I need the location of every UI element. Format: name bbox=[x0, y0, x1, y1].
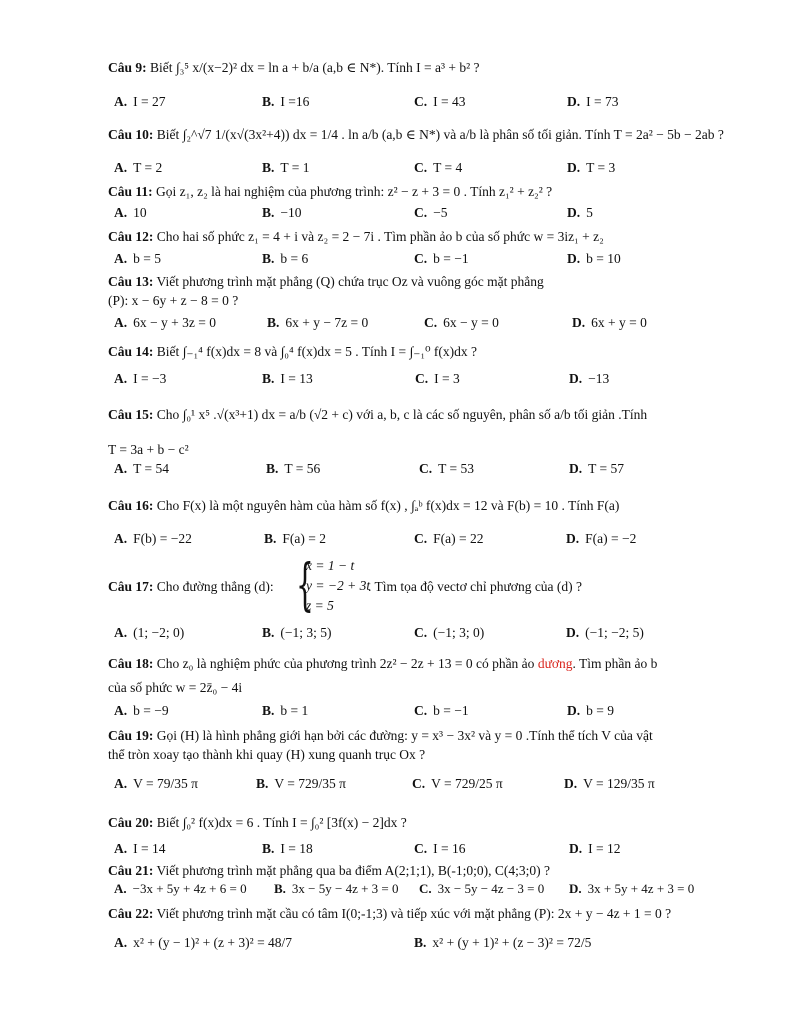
question-20 bbox=[108, 813, 714, 832]
option-b: I =16 bbox=[280, 94, 310, 109]
option-letter: D. bbox=[572, 315, 586, 330]
question-label: Câu 16: bbox=[108, 498, 154, 513]
question-18 bbox=[108, 654, 714, 673]
option-c: I = 43 bbox=[433, 94, 466, 109]
option-b: −10 bbox=[280, 205, 302, 220]
option-letter: B. bbox=[262, 625, 275, 640]
option-c: b = −1 bbox=[433, 251, 469, 266]
option-letter: D. bbox=[569, 841, 583, 856]
option-c: I = 3 bbox=[434, 371, 460, 386]
question-17-text-post: . Tìm tọa độ vectơ chỉ phương của (d) ? bbox=[368, 579, 583, 594]
option-letter: B. bbox=[262, 94, 275, 109]
option-letter: C. bbox=[412, 776, 426, 791]
question-text: Viết phương trình mặt phẳng qua ba điểm A(2;1;1), B(-1;0;0), C(4;3;0) ? bbox=[156, 863, 550, 878]
option-letter: D. bbox=[567, 251, 581, 266]
option-a: x² + (y − 1)² + (z + 3)² = 48/7 bbox=[133, 935, 293, 950]
question-label: Câu 21: bbox=[108, 863, 154, 878]
question-text: Biết ∫₂^√7 1/(x√(3x²+4)) dx = 1/4 . ln a/b (a,b ∈ N*) và a/b là phân số tối giản. Tính T = 2a² − 5b − 2ab ? bbox=[156, 127, 724, 142]
question-label: Câu 19: bbox=[108, 728, 154, 743]
option-letter: B. bbox=[262, 703, 275, 718]
option-c: V = 729/25 π bbox=[431, 776, 503, 791]
question-text: Viết phương trình mặt phẳng (Q) chứa trục Oz và vuông góc mặt phẳng bbox=[156, 274, 544, 289]
system-brace: { bbox=[296, 553, 314, 618]
option-d: I = 12 bbox=[588, 841, 621, 856]
option-letter: A. bbox=[114, 881, 127, 896]
option-letter: C. bbox=[415, 371, 429, 386]
option-a: I = 14 bbox=[133, 841, 166, 856]
option-letter: B. bbox=[262, 205, 275, 220]
equation-x: x = 1 − t bbox=[306, 558, 355, 573]
question-10 bbox=[108, 125, 724, 144]
question-label: Câu 11: bbox=[108, 184, 153, 199]
options-22 bbox=[114, 935, 714, 955]
option-a: T = 2 bbox=[133, 160, 163, 175]
option-letter: B. bbox=[414, 935, 427, 950]
option-a: −3x + 5y + 4z + 6 = 0 bbox=[132, 881, 247, 896]
option-d: 3x + 5y + 4z + 3 = 0 bbox=[587, 881, 695, 896]
option-letter: A. bbox=[114, 251, 128, 266]
option-a: 10 bbox=[133, 205, 147, 220]
options-14 bbox=[114, 371, 714, 391]
question-text: Cho hai số phức z₁ = 4 + i và z₂ = 2 − 7i . Tìm phần ảo b của số phức w = 3iz₁ + z₂ bbox=[156, 229, 604, 244]
option-letter: C. bbox=[414, 841, 428, 856]
option-d: b = 9 bbox=[586, 703, 614, 718]
option-d: 5 bbox=[586, 205, 593, 220]
question-text: Cho ∫₀¹ x⁵ .√(x³+1) dx = a/b (√2 + c) với a, b, c là các số nguyên, phân số a/b tối giản .Tính bbox=[156, 407, 648, 422]
option-letter: A. bbox=[114, 205, 128, 220]
option-a: 6x − y + 3z = 0 bbox=[133, 315, 216, 330]
option-letter: C. bbox=[414, 531, 428, 546]
option-a: F(b) = −22 bbox=[133, 531, 192, 546]
option-c: I = 16 bbox=[433, 841, 466, 856]
question-15-line2: T = 3a + b − c² bbox=[108, 442, 189, 457]
option-letter: A. bbox=[114, 625, 128, 640]
option-b: T = 56 bbox=[284, 461, 321, 476]
equation-z: z = 5 bbox=[306, 598, 334, 613]
option-letter: C. bbox=[414, 160, 428, 175]
question-label: Câu 10: bbox=[108, 127, 154, 142]
option-letter: B. bbox=[264, 531, 277, 546]
option-a: I = 27 bbox=[133, 94, 166, 109]
option-a: V = 79/35 π bbox=[133, 776, 198, 791]
option-letter: B. bbox=[274, 881, 286, 896]
option-letter: A. bbox=[114, 703, 128, 718]
options-21 bbox=[114, 881, 714, 901]
option-c: F(a) = 22 bbox=[433, 531, 484, 546]
option-letter: A. bbox=[114, 935, 128, 950]
question-13-line2: (P): x − 6y + z − 8 = 0 ? bbox=[108, 293, 239, 308]
option-letter: D. bbox=[569, 371, 583, 386]
option-c: 3x − 5y − 4z − 3 = 0 bbox=[437, 881, 545, 896]
question-label: Câu 18: bbox=[108, 656, 154, 671]
option-letter: B. bbox=[262, 371, 275, 386]
options-16 bbox=[114, 531, 714, 551]
option-letter: A. bbox=[114, 94, 128, 109]
question-text: Gọi (H) là hình phẳng giới hạn bởi các đường: y = x³ − 3x² và y = 0 .Tính thể tích V của vật bbox=[156, 728, 653, 743]
question-text-pre: Cho đường thẳng (d): bbox=[156, 579, 274, 594]
question-label: Câu 14: bbox=[108, 344, 154, 359]
option-letter: D. bbox=[569, 461, 583, 476]
options-13 bbox=[114, 315, 714, 335]
option-d: I = 73 bbox=[586, 94, 619, 109]
question-text: Biết ∫₀² f(x)dx = 6 . Tính I = ∫₀² [3f(x) − 2]dx ? bbox=[156, 815, 407, 830]
question-15 bbox=[108, 405, 714, 424]
option-b: 3x − 5y − 4z + 3 = 0 bbox=[291, 881, 399, 896]
option-b: I = 18 bbox=[280, 841, 313, 856]
option-c: 6x − y = 0 bbox=[443, 315, 499, 330]
option-c: b = −1 bbox=[433, 703, 469, 718]
question-22 bbox=[108, 904, 714, 923]
question-text: Viết phương trình mặt cầu có tâm I(0;-1;3) và tiếp xúc với mặt phẳng (P): 2x + y − 4z + 1 = 0 ? bbox=[156, 906, 672, 921]
option-letter: D. bbox=[566, 625, 580, 640]
option-a: T = 54 bbox=[133, 461, 169, 476]
option-letter: C. bbox=[419, 881, 432, 896]
option-c: T = 4 bbox=[433, 160, 463, 175]
option-d: T = 3 bbox=[586, 160, 616, 175]
option-b: F(a) = 2 bbox=[282, 531, 326, 546]
option-letter: D. bbox=[567, 94, 581, 109]
option-a: b = −9 bbox=[133, 703, 169, 718]
option-a: I = −3 bbox=[133, 371, 167, 386]
question-text: Biết ∫₋₁⁴ f(x)dx = 8 và ∫₀⁴ f(x)dx = 5 . Tính I = ∫₋₁⁰ f(x)dx ? bbox=[156, 344, 477, 359]
options-17 bbox=[114, 625, 714, 645]
question-9 bbox=[108, 58, 714, 77]
option-letter: D. bbox=[567, 703, 581, 718]
question-19 bbox=[108, 726, 714, 745]
question-21 bbox=[108, 861, 714, 880]
option-letter: D. bbox=[567, 205, 581, 220]
question-12 bbox=[108, 227, 714, 246]
question-label: Câu 17: bbox=[108, 579, 154, 594]
option-b: 6x + y − 7z = 0 bbox=[285, 315, 369, 330]
option-letter: B. bbox=[266, 461, 279, 476]
option-letter: B. bbox=[256, 776, 269, 791]
question-text: Biết ∫₃⁵ x/(x−2)² dx = ln a + b/a (a,b ∈ N*). Tính I = a³ + b² ? bbox=[150, 60, 480, 75]
option-letter: D. bbox=[564, 776, 578, 791]
option-a: (1; −2; 0) bbox=[133, 625, 185, 640]
option-d: b = 10 bbox=[586, 251, 621, 266]
question-16 bbox=[108, 496, 714, 515]
option-letter: A. bbox=[114, 315, 128, 330]
option-letter: B. bbox=[262, 160, 275, 175]
equation-system bbox=[306, 556, 370, 616]
option-a: b = 5 bbox=[133, 251, 161, 266]
option-d: 6x + y = 0 bbox=[591, 315, 647, 330]
question-label: Câu 9: bbox=[108, 60, 147, 75]
option-letter: B. bbox=[267, 315, 280, 330]
option-letter: C. bbox=[424, 315, 438, 330]
question-text: Gọi z₁, z₂ là hai nghiệm của phương trình: z² − z + 3 = 0 . Tính z₁² + z₂² ? bbox=[156, 184, 553, 199]
option-d: T = 57 bbox=[588, 461, 624, 476]
option-letter: C. bbox=[414, 251, 428, 266]
question-19-line2: thể tròn xoay tạo thành khi quay (H) xung quanh trục Ox ? bbox=[108, 747, 426, 762]
options-18 bbox=[114, 703, 714, 723]
option-letter: C. bbox=[414, 205, 428, 220]
option-letter: B. bbox=[262, 251, 275, 266]
question-label: Câu 13: bbox=[108, 274, 154, 289]
option-d: V = 129/35 π bbox=[583, 776, 655, 791]
option-letter: A. bbox=[114, 776, 128, 791]
option-c: −5 bbox=[433, 205, 448, 220]
option-letter: A. bbox=[114, 531, 128, 546]
option-letter: C. bbox=[419, 461, 433, 476]
question-13 bbox=[108, 272, 714, 291]
options-11 bbox=[114, 205, 714, 225]
option-letter: A. bbox=[114, 371, 128, 386]
option-letter: B. bbox=[262, 841, 275, 856]
options-20 bbox=[114, 841, 714, 861]
options-12 bbox=[114, 251, 714, 271]
option-letter: C. bbox=[414, 94, 428, 109]
option-letter: D. bbox=[566, 531, 580, 546]
question-label: Câu 12: bbox=[108, 229, 154, 244]
option-letter: C. bbox=[414, 703, 428, 718]
option-letter: A. bbox=[114, 160, 128, 175]
options-9 bbox=[114, 94, 714, 114]
options-19 bbox=[114, 776, 714, 796]
option-b: V = 729/35 π bbox=[274, 776, 346, 791]
option-letter: A. bbox=[114, 841, 128, 856]
option-d: −13 bbox=[588, 371, 610, 386]
equation-y: y = −2 + 3t bbox=[306, 578, 371, 593]
question-label: Câu 22: bbox=[108, 906, 154, 921]
question-text-cont: . Tìm phần ảo b bbox=[572, 656, 658, 671]
option-c: T = 53 bbox=[438, 461, 474, 476]
option-b: I = 13 bbox=[280, 371, 313, 386]
option-letter: C. bbox=[414, 625, 428, 640]
option-b: b = 1 bbox=[280, 703, 309, 718]
question-label: Câu 15: bbox=[108, 407, 154, 422]
option-d: F(a) = −2 bbox=[585, 531, 637, 546]
question-18-line2: của số phức w = 2z̄₀ − 4i bbox=[108, 680, 243, 695]
option-b: b = 6 bbox=[280, 251, 309, 266]
question-label: Câu 20: bbox=[108, 815, 154, 830]
option-letter: A. bbox=[114, 461, 128, 476]
highlight-word: dương bbox=[537, 656, 573, 671]
option-b: x² + (y + 1)² + (z − 3)² = 72/5 bbox=[432, 935, 592, 950]
question-text: Cho z₀ là nghiệm phức của phương trình 2z² − 2z + 13 = 0 có phần ảo bbox=[156, 656, 535, 671]
options-10 bbox=[114, 160, 714, 180]
option-letter: D. bbox=[567, 160, 581, 175]
option-b: T = 1 bbox=[280, 160, 310, 175]
question-14 bbox=[108, 342, 714, 361]
option-letter: D. bbox=[569, 881, 582, 896]
option-d: (−1; −2; 5) bbox=[585, 625, 644, 640]
question-text: Cho F(x) là một nguyên hàm của hàm số f(x) , ∫ₐᵇ f(x)dx = 12 và F(b) = 10 . Tính F(a) bbox=[156, 498, 620, 513]
options-15 bbox=[114, 461, 714, 481]
option-b: (−1; 3; 5) bbox=[280, 625, 332, 640]
question-11 bbox=[108, 182, 714, 201]
option-c: (−1; 3; 0) bbox=[433, 625, 485, 640]
